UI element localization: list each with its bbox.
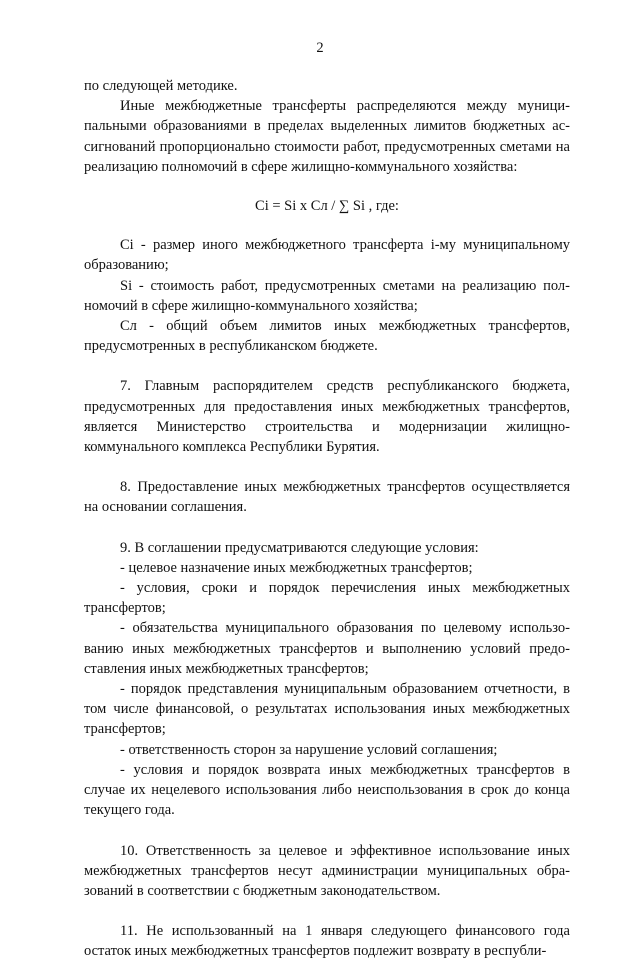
paragraph-item-8: 8. Предоставление иных межбюджетных трансфертов осуществляется на основании соглашения. (84, 479, 570, 516)
paragraph-item-9: 9. В соглашении предусматриваются следующие условия: (120, 539, 479, 556)
list-item-refund: - условия и порядок возврата иных межбюджетных трансфертов в случае их нецелевого использования либо неиспользования в срок до конца текущего года. (84, 761, 570, 819)
paragraph-methodology-end: по следующей методике. (84, 78, 238, 94)
list-item-transfer-terms: - условия, сроки и порядок перечисления иных межбюджетных трансфертов; (84, 580, 570, 617)
paragraph-item-10: 10. Ответственность за целевое и эффективное использование иных межбюджетных трансфертов несут администрации муниципальных образований в соответствии с бюджетным законодательством. (84, 842, 570, 899)
document-body (84, 76, 570, 962)
formula: Ci = Si x Cл / ∑ Si , где: (255, 198, 399, 215)
paragraph-distribution: Иные межбюджетные трансферты распределяются между муниципальными образованиями в пределах выделенных лимитов бюджетных ассигнований пропорционально стоимости работ, предусмотренных сметами на реализацию полномочий в сфере жилищно-коммунального хозяйства: (84, 98, 570, 175)
paragraph-cl-definition: Cл - общий объем лимитов иных межбюджетных трансфертов, предусмотренных в республиканском бюджете. (84, 318, 570, 355)
list-item-reporting: - порядок представления муниципальным образованием отчетности, в том числе финансовой, о результатах использования иных межбюджетных трансфертов; (84, 681, 570, 738)
list-item-obligations: - обязательства муниципального образования по целевому использованию иных межбюджетных трансфертов и выполнению условий предоставления иных межбюджетных трансфертов; (84, 620, 570, 677)
paragraph-item-11: 11. Не использованный на 1 января следующего финансового года остаток иных межбюджетных трансфертов подлежит возврату в республи- (84, 923, 570, 960)
page-number: 2 (316, 40, 324, 56)
paragraph-ci-definition: Ci - размер иного межбюджетного трансферта i-му муниципальному образованию; (84, 237, 570, 274)
list-item-purpose: - целевое назначение иных межбюджетных трансфертов; (120, 559, 473, 576)
list-item-responsibility: - ответственность сторон за нарушение условий соглашения; (120, 741, 498, 758)
paragraph-si-definition: Si - стоимость работ, предусмотренных сметами на реализацию полномочий в сфере жилищно-коммунального хозяйства; (84, 277, 570, 314)
paragraph-item-7: 7. Главным распорядителем средств республиканского бюджета, предусмотренных для предоставления иных межбюджетных трансфертов, является Министерство строительства и модернизации жилищно-коммунального комплекса Республики Бурятия. (84, 378, 570, 456)
